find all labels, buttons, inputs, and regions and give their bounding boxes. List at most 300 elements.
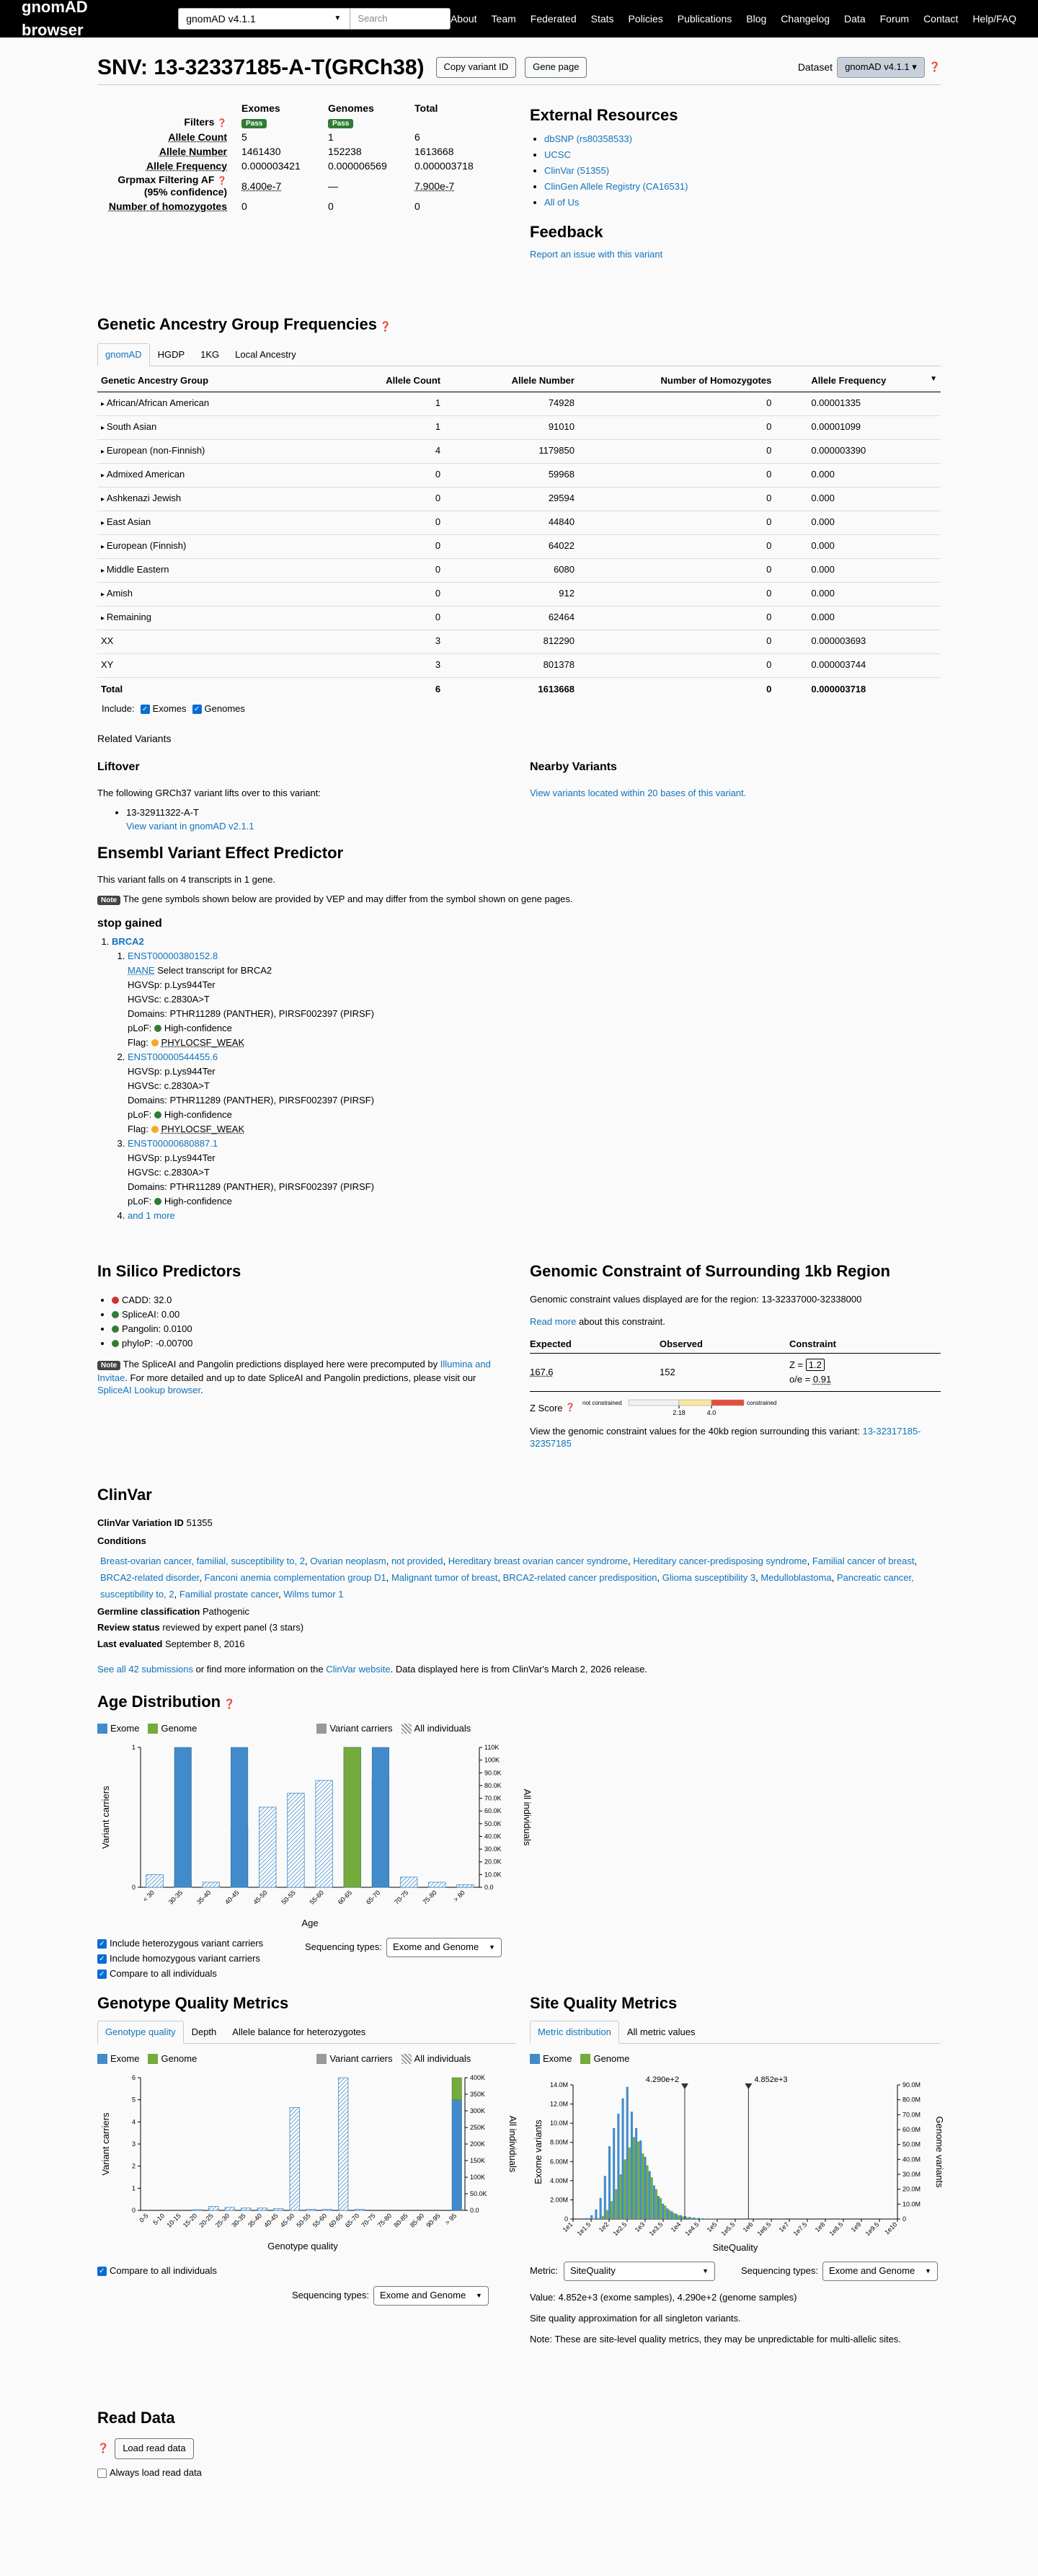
status-dot-icon xyxy=(112,1326,119,1333)
carriers-swatch xyxy=(316,1724,327,1734)
help-icon[interactable]: ❓ xyxy=(223,1698,236,1709)
condition-link[interactable]: BRCA2-related disorder xyxy=(100,1571,200,1583)
table-cell: 0 xyxy=(350,558,444,582)
x-tick-label: 20-25 xyxy=(198,2212,215,2229)
table-cell: ▸ Middle Eastern xyxy=(97,558,350,582)
link-dbsnp[interactable]: dbSNP (rs80358533) xyxy=(544,133,632,144)
nav-link-contact[interactable]: Contact xyxy=(923,12,959,25)
y2-tick-label: 10.0M xyxy=(902,2200,921,2208)
grpmax-label: Grpmax Filtering AF ❓ (95% confidence) xyxy=(117,174,227,198)
y2-tick-label: 30.0K xyxy=(484,1845,502,1853)
frequency-table xyxy=(97,371,941,701)
y2-tick-label: 80.0M xyxy=(902,2096,921,2104)
legend-genome: Genome xyxy=(161,2052,198,2064)
link-clingen[interactable]: ClinGen Allele Registry (CA16531) xyxy=(544,180,688,192)
expand-icon[interactable]: ▸ xyxy=(101,495,107,504)
x-axis-label: Genotype quality xyxy=(267,2240,338,2251)
hgvsp: HGVSp: p.Lys944Ter xyxy=(128,1065,216,1077)
always-load-checkbox[interactable]: Always load read data xyxy=(97,2466,530,2480)
review-value: reviewed by expert panel (3 stars) xyxy=(162,1622,304,1633)
tab-local-ancestry[interactable]: Local Ancestry xyxy=(235,349,296,360)
nearby-link[interactable]: View variants located within 20 bases of this variant. xyxy=(530,788,747,799)
table-row[interactable] xyxy=(97,439,941,463)
col-exomes: Exomes xyxy=(241,102,280,114)
all-submissions-link[interactable]: See all 42 submissions xyxy=(97,1664,193,1675)
flag-value: PHYLOCSF_WEAK xyxy=(161,1123,245,1134)
condition-link[interactable]: Ovarian neoplasm xyxy=(310,1555,386,1566)
load-read-data-button[interactable]: Load read data xyxy=(115,2438,193,2459)
germline-label: Germline classification xyxy=(97,1605,200,1617)
page-title: SNV: 13-32337185-A-T(GRCh38) xyxy=(97,55,425,79)
exome-bar xyxy=(702,2218,704,2219)
vep-intro: This variant falls on 4 transcripts in 1 gene. xyxy=(97,873,276,885)
sq-chart xyxy=(530,2072,945,2253)
table-cell: Total xyxy=(97,677,350,701)
cell: 0.000003718 xyxy=(414,159,474,172)
table-row[interactable] xyxy=(97,415,941,439)
y2-axis-label: All individuals xyxy=(522,1788,533,1846)
expand-icon[interactable]: ▸ xyxy=(101,543,107,552)
nearby-title: Nearby Variants xyxy=(530,761,617,773)
status-dot-icon xyxy=(112,1297,119,1304)
spliceai-lookup-link[interactable]: SpliceAI Lookup browser xyxy=(97,1384,201,1395)
expand-icon[interactable]: ▸ xyxy=(101,519,107,528)
clinvar-title: ClinVar xyxy=(97,1486,152,1504)
legend-exome: Exome xyxy=(110,2052,140,2064)
x-tick-label: 1e9.5 xyxy=(864,2220,881,2238)
all-individuals-bar xyxy=(203,1882,220,1887)
caret-down-icon: ▼ xyxy=(476,2291,482,2299)
expand-icon[interactable]: ▸ xyxy=(101,567,107,575)
region-text: View the genomic constraint values for the 40kb region surrounding this variant: xyxy=(530,1426,860,1437)
exome-bar xyxy=(231,1747,248,1887)
nav-link-about[interactable]: About xyxy=(450,12,477,25)
gq-seq-select[interactable]: Exome and Genome ▼ xyxy=(373,2286,489,2306)
legend-genome: Genome xyxy=(161,1722,198,1734)
plof-value: High-confidence xyxy=(164,1022,232,1033)
x-tick-label: > 80 xyxy=(452,1889,466,1903)
include-controls xyxy=(97,702,245,716)
tab-allele-balance[interactable]: Allele balance for heterozygotes xyxy=(232,2026,366,2037)
tab-all-metric-values[interactable]: All metric values xyxy=(626,2026,696,2037)
expand-icon[interactable]: ▸ xyxy=(101,424,107,433)
illumina-link[interactable]: Illumina and Invitae xyxy=(97,1358,491,1383)
link-ucsc[interactable]: UCSC xyxy=(544,149,571,160)
liftover-link[interactable]: View variant in gnomAD v2.1.1 xyxy=(126,820,254,832)
help-icon[interactable]: ❓ xyxy=(928,61,941,73)
help-icon[interactable]: ❓ xyxy=(565,1403,575,1413)
y-tick-label: 10.0M xyxy=(549,2119,568,2127)
nav-link-policies[interactable]: Policies xyxy=(628,12,663,25)
x-tick-label: 1e3 xyxy=(633,2220,647,2233)
yellow-dot-icon xyxy=(151,1039,159,1046)
clinvar-website-link[interactable]: ClinVar website xyxy=(326,1664,391,1675)
exome-bar xyxy=(675,2213,678,2218)
nav-link-changelog[interactable]: Changelog xyxy=(781,12,830,25)
z-label: Z = xyxy=(789,1359,804,1371)
exome-bar xyxy=(662,2203,664,2218)
germline-value: Pathogenic xyxy=(202,1605,250,1617)
domains: Domains: PTHR11289 (PANTHER), PIRSF002397 (PIRSF) xyxy=(128,1094,374,1106)
cell: 8.400e-7 xyxy=(241,180,282,192)
table-cell: 0 xyxy=(350,606,444,630)
help-icon[interactable]: ❓ xyxy=(217,118,227,128)
condition-link[interactable]: Glioma susceptibility 3 xyxy=(662,1571,756,1583)
x-tick-label: 70-75 xyxy=(360,2212,377,2229)
x-tick-label: 35-40 xyxy=(246,2212,264,2229)
gq-tabs xyxy=(97,2021,515,2044)
genome-swatch xyxy=(148,1724,158,1734)
dataset-button[interactable]: gnomAD v4.1.1 ▾ xyxy=(837,57,925,78)
exome-bar xyxy=(631,2112,633,2219)
x-tick-label: 30-35 xyxy=(167,1889,185,1906)
brand-logo[interactable]: gnomAD browser xyxy=(22,0,88,39)
tab-1kg[interactable]: 1KG xyxy=(200,349,220,360)
condition-link[interactable]: not provided xyxy=(391,1555,443,1566)
table-cell: 6080 xyxy=(444,558,578,582)
flag-label: Flag: xyxy=(128,1123,148,1134)
more-transcripts-link[interactable]: and 1 more xyxy=(128,1209,175,1221)
include-label: Include: xyxy=(102,703,135,714)
hgvsc: HGVSc: c.2830A>T xyxy=(128,993,210,1005)
cell: 0.000003421 xyxy=(241,159,301,172)
x-tick-label: 1e8 xyxy=(813,2220,827,2233)
genome-bar xyxy=(668,2210,670,2218)
y2-tick-label: 350K xyxy=(470,2090,486,2098)
read-more-link[interactable]: Read more xyxy=(530,1315,577,1327)
x-tick-label: 90-95 xyxy=(425,2212,442,2229)
nav-link-forum[interactable]: Forum xyxy=(879,12,910,25)
table-cell: 91010 xyxy=(444,415,578,439)
x-tick-label: 65-70 xyxy=(343,2212,361,2229)
transcript-link[interactable]: ENST00000544455.6 xyxy=(128,1051,218,1062)
exome-filter-badge: Pass xyxy=(241,119,267,128)
condition-link[interactable]: Hereditary breast ovarian cancer syndrome xyxy=(448,1555,629,1566)
x-tick-label: 75-80 xyxy=(376,2212,394,2229)
table-cell: ▸ South Asian xyxy=(97,415,350,439)
genome-bar xyxy=(682,2216,684,2219)
tab-depth[interactable]: Depth xyxy=(191,2026,217,2037)
compare-all-checkbox[interactable]: ✓ Compare to all individuals xyxy=(97,1966,530,1981)
x-tick-label: 40-45 xyxy=(223,1889,241,1906)
table-row[interactable] xyxy=(97,534,941,558)
table-cell: 801378 xyxy=(444,653,578,677)
y2-axis-label: Genome variants xyxy=(934,2116,945,2188)
include-exomes-checkbox[interactable]: ✓ Exomes xyxy=(141,702,187,716)
include-hom-checkbox[interactable]: ✓ Include homozygous variant carriers xyxy=(97,1951,530,1966)
sq-section xyxy=(530,1992,945,2345)
condition-link[interactable]: Pancreatic cancer, susceptibility to, 2 xyxy=(100,1571,914,1600)
x-tick-label: 1e7.5 xyxy=(791,2220,809,2238)
cell: 1461430 xyxy=(241,145,281,157)
y2-tick-label: 60.0K xyxy=(484,1807,502,1814)
table-cell: 29594 xyxy=(444,487,578,511)
nav-link-team[interactable]: Team xyxy=(491,12,516,25)
nav-link-stats[interactable]: Stats xyxy=(590,12,614,25)
table-cell: 0 xyxy=(350,487,444,511)
filters-label: Filters ❓ xyxy=(184,115,227,128)
table-row[interactable] xyxy=(97,582,941,606)
genome-bar xyxy=(673,2213,675,2218)
y2-tick-label: 300K xyxy=(470,2107,486,2114)
x-tick-label: 40-45 xyxy=(262,2212,280,2229)
y2-tick-label: 20.0K xyxy=(484,1858,502,1866)
x-tick-label: 60-65 xyxy=(336,1889,354,1906)
region-link[interactable]: 13-32317185-32357185 xyxy=(530,1426,921,1450)
y-tick-label: 0 xyxy=(564,2215,568,2223)
genome-bar xyxy=(660,2198,662,2219)
transcript-link[interactable]: ENST00000680887.1 xyxy=(128,1137,218,1149)
genome-bar xyxy=(651,2177,653,2219)
include-genomes-checkbox[interactable]: ✓ Genomes xyxy=(192,702,245,716)
seq-label: Sequencing types: xyxy=(292,2290,369,2301)
mane-link[interactable]: MANE xyxy=(128,964,155,976)
vep-note: The gene symbols shown below are provided by VEP and may differ from the symbol shown on gene pages. xyxy=(123,893,573,904)
include-het-checkbox[interactable]: ✓ Include heterozygous variant carriers xyxy=(97,1936,530,1951)
expand-icon[interactable]: ▸ xyxy=(101,400,107,409)
all-individuals-bar xyxy=(339,2078,349,2210)
condition-link[interactable]: Breast-ovarian cancer, familial, susceptibility to, 2 xyxy=(100,1555,305,1566)
table-row[interactable] xyxy=(97,511,941,534)
green-dot-icon xyxy=(154,1025,161,1032)
condition-link[interactable]: Familial prostate cancer xyxy=(179,1588,279,1600)
caret-down-icon: ▼ xyxy=(334,14,342,22)
clinvar-id: 51355 xyxy=(186,1517,213,1528)
expand-icon[interactable]: ▸ xyxy=(101,472,107,480)
cell: 0 xyxy=(328,200,334,212)
x-tick-label: 65-70 xyxy=(364,1889,382,1906)
predictor-item: • SpliceAI: 0.00 xyxy=(112,1307,501,1322)
y2-tick-label: 0 xyxy=(902,2215,907,2223)
table-cell: ▸ Admixed American xyxy=(97,463,350,487)
gq-compare-checkbox[interactable]: ✓ Compare to all individuals xyxy=(97,2264,515,2278)
table-cell: ▸ Amish xyxy=(97,582,350,606)
sq-title: Site Quality Metrics xyxy=(530,1994,678,2012)
exome-bar xyxy=(653,2185,655,2219)
table-cell: 0.000003390 xyxy=(775,439,941,463)
expand-icon[interactable]: ▸ xyxy=(101,591,107,599)
table-cell: 0.000 xyxy=(775,463,941,487)
frequency-title: Genetic Ancestry Group Frequencies ❓ xyxy=(97,315,392,333)
nav-link-help[interactable]: Help/FAQ xyxy=(972,12,1017,25)
insilico-section: In Silico Predictors • CADD: 32.0 • SpliceAI: 0.00 • Pangolin: 0.0100 • phyloP: -0.00700 Note The SpliceAI and Pangolin predictions displayed here were precomputed by Illumina and Invitae. For more detailed and up to date SpliceAI and Pangolin predictions, please visit our SpliceAI Lookup browser. xyxy=(97,1260,501,1396)
y-tick-label: 1 xyxy=(131,2184,136,2192)
external-resources xyxy=(530,104,933,262)
table-row[interactable] xyxy=(97,463,941,487)
help-icon[interactable]: ❓ xyxy=(97,2442,110,2453)
exome-bar xyxy=(372,1747,389,1887)
table-cell: 0 xyxy=(350,534,444,558)
flag-value: PHYLOCSF_WEAK xyxy=(161,1036,245,1048)
genome-bar xyxy=(633,2137,635,2219)
dataset-label: Dataset xyxy=(797,61,833,74)
search-input[interactable]: Search xyxy=(350,8,451,30)
table-cell: ▸ European (Finnish) xyxy=(97,534,350,558)
cell: 0 xyxy=(241,200,247,212)
table-cell: 0.000 xyxy=(775,606,941,630)
expand-icon[interactable]: ▸ xyxy=(101,614,107,623)
all-individuals-bar xyxy=(322,2209,332,2210)
condition-link[interactable]: Malignant tumor of breast xyxy=(391,1571,498,1583)
status-dot-icon xyxy=(112,1340,119,1347)
evaluated-label: Last evaluated xyxy=(97,1638,163,1650)
seq-label: Sequencing types: xyxy=(305,1941,382,1952)
exome-bar xyxy=(626,2086,629,2218)
x-tick-label: 1e2 xyxy=(597,2220,611,2233)
condition-link[interactable]: Medulloblastoma xyxy=(760,1571,832,1583)
all-individuals-bar xyxy=(241,2208,252,2210)
nav-link-publications[interactable]: Publications xyxy=(677,12,732,25)
cell: 6 xyxy=(414,131,420,143)
mane-text: Select transcript for BRCA2 xyxy=(157,964,272,976)
sq-seq-select[interactable]: Exome and Genome ▼ xyxy=(822,2262,938,2281)
tab-gnomad[interactable]: gnomAD xyxy=(97,343,150,366)
copy-variant-id-button[interactable]: Copy variant ID xyxy=(436,57,517,78)
exome-swatch xyxy=(530,2054,540,2064)
x-tick-label: 55-60 xyxy=(311,2212,329,2229)
sq-controls xyxy=(530,2262,941,2281)
hgvsc: HGVSc: c.2830A>T xyxy=(128,1166,210,1178)
x-tick-label: 80-85 xyxy=(392,2212,409,2229)
x-tick-label: 25-30 xyxy=(213,2212,231,2229)
cell: 5 xyxy=(241,131,247,143)
tab-hgdp[interactable]: HGDP xyxy=(157,349,185,360)
exome-bar xyxy=(644,2156,646,2218)
gq-section xyxy=(97,1992,518,2301)
z-value: 1.2 xyxy=(806,1359,825,1371)
table-cell: 1 xyxy=(350,415,444,439)
table-cell: 0.000 xyxy=(775,511,941,534)
genome-bar xyxy=(642,2153,644,2219)
green-dot-icon xyxy=(154,1111,161,1119)
table-row[interactable] xyxy=(97,487,941,511)
y-tick-label: 6.00M xyxy=(549,2158,568,2166)
gq-seq-types xyxy=(292,2286,489,2306)
y-tick-label: 8.00M xyxy=(549,2138,568,2146)
age-seq-types xyxy=(305,1938,502,1957)
zscore-label: Z Score xyxy=(530,1403,563,1413)
nearby-section xyxy=(530,759,933,800)
gene-link[interactable]: BRCA2 xyxy=(112,935,144,947)
table-cell: ▸ East Asian xyxy=(97,511,350,534)
exome-swatch xyxy=(97,1724,107,1734)
all-individuals-bar xyxy=(288,1793,305,1887)
x-tick-label: 1e5.5 xyxy=(719,2220,737,2238)
col-constraint: Constraint xyxy=(789,1338,836,1349)
nav-link-blog[interactable]: Blog xyxy=(746,12,767,25)
y-tick-label: 0 xyxy=(131,2206,136,2214)
x-tick-label: 55-60 xyxy=(308,1889,325,1906)
x-tick-label: 1e8.5 xyxy=(828,2220,845,2238)
genome-bar xyxy=(611,2201,613,2219)
allele-number-label: Allele Number xyxy=(159,145,227,157)
y-axis-label: Variant carriers xyxy=(100,2112,111,2176)
tab-genotype-quality[interactable]: Genotype quality xyxy=(97,2021,184,2044)
expected-value: 167.6 xyxy=(530,1367,554,1377)
liftover-variant: 13-32911322-A-T xyxy=(126,807,199,819)
table-cell: XX xyxy=(97,630,350,653)
all-individuals-bar xyxy=(400,1877,417,1887)
y-tick-label: 4 xyxy=(131,2118,136,2126)
genome-swatch xyxy=(148,2054,158,2064)
nav-links xyxy=(451,12,1016,26)
col-header[interactable]: Allele Number xyxy=(444,371,578,392)
x-tick-label: 35-40 xyxy=(195,1889,213,1906)
x-tick-label: 1e1 xyxy=(561,2220,575,2233)
exome-bar xyxy=(680,2215,682,2218)
col-header[interactable]: Allele Count xyxy=(350,371,444,392)
y2-tick-label: 50.0K xyxy=(470,2189,487,2197)
x-tick-label: 1e6.5 xyxy=(755,2220,773,2238)
col-header-sorted[interactable]: Allele Frequency ▼ xyxy=(775,371,941,392)
gq-title: Genotype Quality Metrics xyxy=(97,1994,289,2012)
exome-bar xyxy=(657,2196,660,2219)
predictor-item: • Pangolin: 0.0100 xyxy=(112,1322,501,1336)
y-tick-label: 4.00M xyxy=(549,2176,568,2184)
x-tick-label: 85-90 xyxy=(408,2212,426,2229)
nav-link-federated[interactable]: Federated xyxy=(530,12,577,25)
condition-link[interactable]: Hereditary cancer-predisposing syndrome xyxy=(633,1555,807,1566)
condition-link[interactable]: Wilms tumor 1 xyxy=(283,1588,344,1600)
gene-page-button[interactable]: Gene page xyxy=(525,57,587,78)
link-allofus[interactable]: All of Us xyxy=(544,196,580,208)
genome-bar xyxy=(452,2078,462,2100)
help-icon[interactable]: ❓ xyxy=(379,321,392,332)
note-text: . For more detailed and up to date SpliceAI and Pangolin predictions, please visit our xyxy=(125,1372,476,1383)
link-clinvar[interactable]: ClinVar (51355) xyxy=(544,164,610,176)
all-individuals-bar xyxy=(316,1781,333,1887)
col-total: Total xyxy=(414,102,438,114)
x-tick-label: 45-50 xyxy=(252,1889,269,1906)
y2-tick-label: 20.0M xyxy=(902,2185,921,2193)
table-cell: 0 xyxy=(578,606,775,630)
exome-bar xyxy=(706,2218,709,2219)
help-icon[interactable]: ❓ xyxy=(217,177,227,185)
tab-metric-distribution[interactable]: Metric distribution xyxy=(530,2021,619,2044)
transcript-link[interactable]: ENST00000380152.8 xyxy=(128,950,218,961)
expand-icon[interactable]: ▸ xyxy=(101,448,107,456)
caret-down-icon: ▼ xyxy=(702,2267,709,2275)
condition-link[interactable]: Fanconi anemia complementation group D1 xyxy=(204,1571,386,1583)
table-row[interactable] xyxy=(97,606,941,630)
condition-link[interactable]: Familial cancer of breast xyxy=(812,1555,915,1566)
oe-label: o/e = xyxy=(789,1374,811,1385)
plof-value: High-confidence xyxy=(164,1195,232,1207)
x-tick-label: < 30 xyxy=(141,1889,156,1903)
sort-desc-icon: ▼ xyxy=(930,375,937,383)
col-observed: Observed xyxy=(660,1338,703,1349)
clinvar-section: ClinVar ClinVar Variation ID 51355 Conditions Breast-ovarian cancer, familial, susceptibility to, 2, Ovarian neoplasm, not provided, Hereditary breast ovarian cancer syndrome, Hereditary cancer-predisposing syndrome, Familial cancer of breast, BRCA2-related disorder, Fanconi anemia complementation group D1, Malignant tumor of breast, BRCA2-related cancer predisposition, Glioma susceptibility 3, Medulloblastoma, Pancreatic cancer, susceptibility to, 2, Familial prostate cancer, Wilms tumor 1 Germline classification Pathogenic Review status reviewed by expert panel (3 stars) Last evaluated September 8, 2016 See all 42 submissions or find more information on the ClinVar website. Data displayed here is from ClinVar's March 2, 2026 release. xyxy=(97,1483,941,1677)
dataset-select[interactable]: gnomAD v4.1.1 ▼ xyxy=(178,8,350,30)
x-axis-label: SiteQuality xyxy=(712,2241,758,2253)
table-cell: 0 xyxy=(578,463,775,487)
table-row[interactable] xyxy=(97,558,941,582)
y2-axis-label: All individuals xyxy=(507,2115,518,2173)
metric-select[interactable]: SiteQuality ▼ xyxy=(564,2262,715,2281)
report-issue-link[interactable]: Report an issue with this variant xyxy=(530,248,663,260)
table-row[interactable] xyxy=(97,392,941,415)
col-header[interactable]: Number of Homozygotes xyxy=(578,371,775,392)
age-seq-select[interactable]: Exome and Genome ▼ xyxy=(386,1938,502,1957)
legend-carriers: Variant carriers xyxy=(329,2052,393,2064)
condition-link[interactable]: BRCA2-related cancer predisposition xyxy=(502,1571,657,1583)
nav-link-data[interactable]: Data xyxy=(844,12,866,25)
zscore-bar xyxy=(580,1398,789,1419)
marker-arrow-icon xyxy=(745,2083,752,2089)
genome-bar xyxy=(602,2216,604,2219)
y2-tick-label: 40.0K xyxy=(484,1832,502,1840)
col-header[interactable]: Genetic Ancestry Group xyxy=(97,371,350,392)
